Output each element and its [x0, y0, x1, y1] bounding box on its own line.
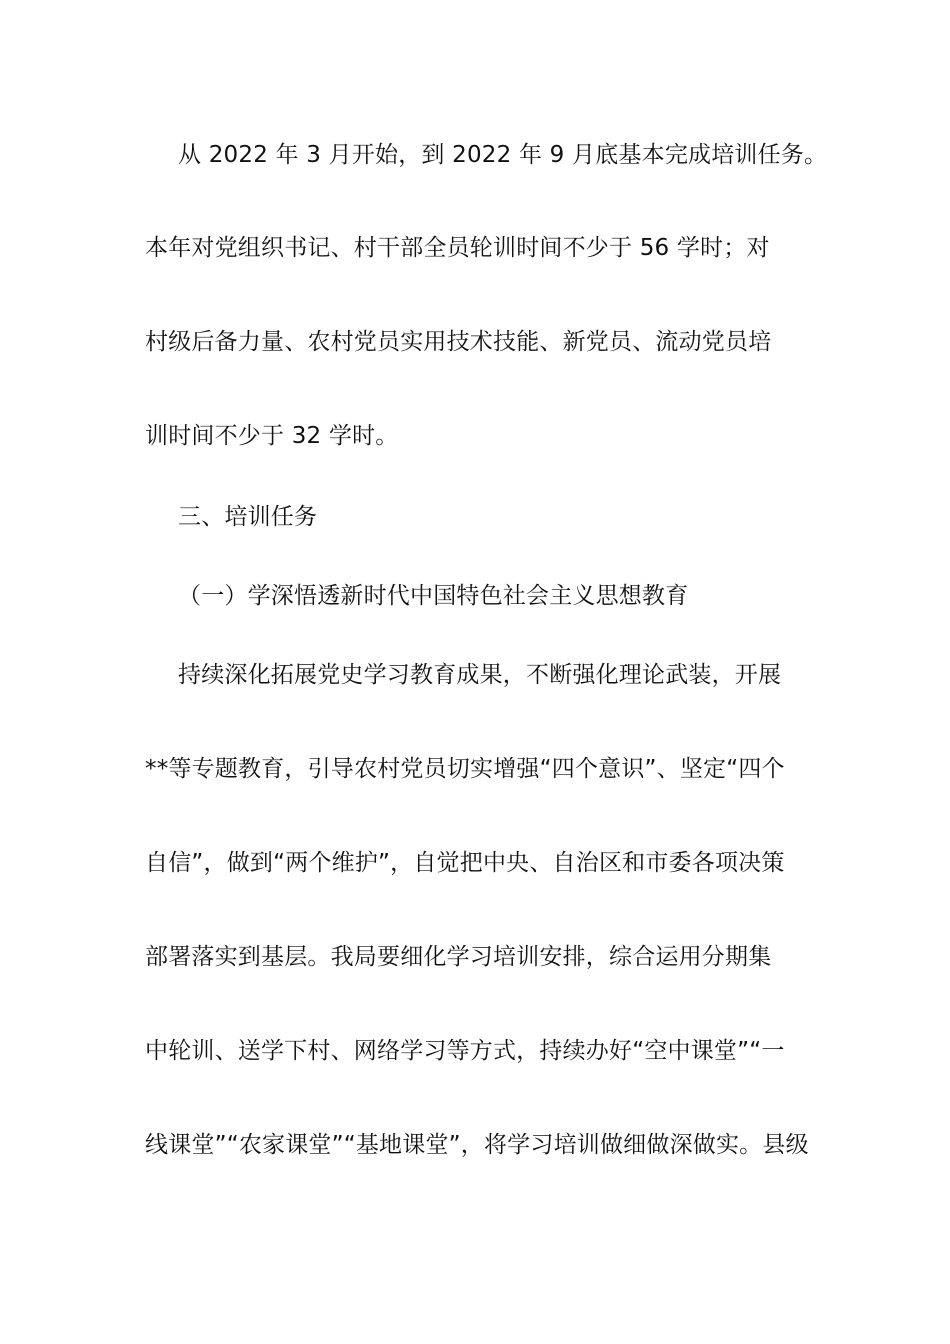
paragraph-line-8: 部署落实到基层。我局要细化学习培训安排，综合运用分期集 [145, 944, 772, 970]
paragraph-line-7: 自信”，做到“两个维护”，自觉把中央、自治区和市委各项决策 [145, 850, 785, 876]
paragraph-line-9: 中轮训、送学下村、网络学习等方式，持续办好“空中课堂”“一 [145, 1038, 785, 1064]
paragraph-line-10: 线课堂”“农家课堂”“基地课堂”，将学习培训做细做深做实。县级 [145, 1132, 809, 1158]
section-heading: 三、培训任务 [178, 504, 318, 530]
paragraph-line-3: 村级后备力量、农村党员实用技术技能、新党员、流动党员培 [145, 329, 772, 355]
paragraph-line-6: **等专题教育，引导农村党员切实增强“四个意识”、坚定“四个 [145, 756, 785, 782]
subsection-heading: （一）学深悟透新时代中国特色社会主义思想教育 [178, 583, 689, 609]
paragraph-line-2: 本年对党组织书记、村干部全员轮训时间不少于 56 学时；对 [145, 235, 770, 261]
paragraph-line-4: 训时间不少于 32 学时。 [145, 423, 399, 449]
paragraph-line-1: 从 2022 年 3 月开始，到 2022 年 9 月底基本完成培训任务。 [178, 142, 828, 168]
paragraph-line-5: 持续深化拓展党史学习教育成果，不断强化理论武装，开展 [178, 662, 782, 688]
